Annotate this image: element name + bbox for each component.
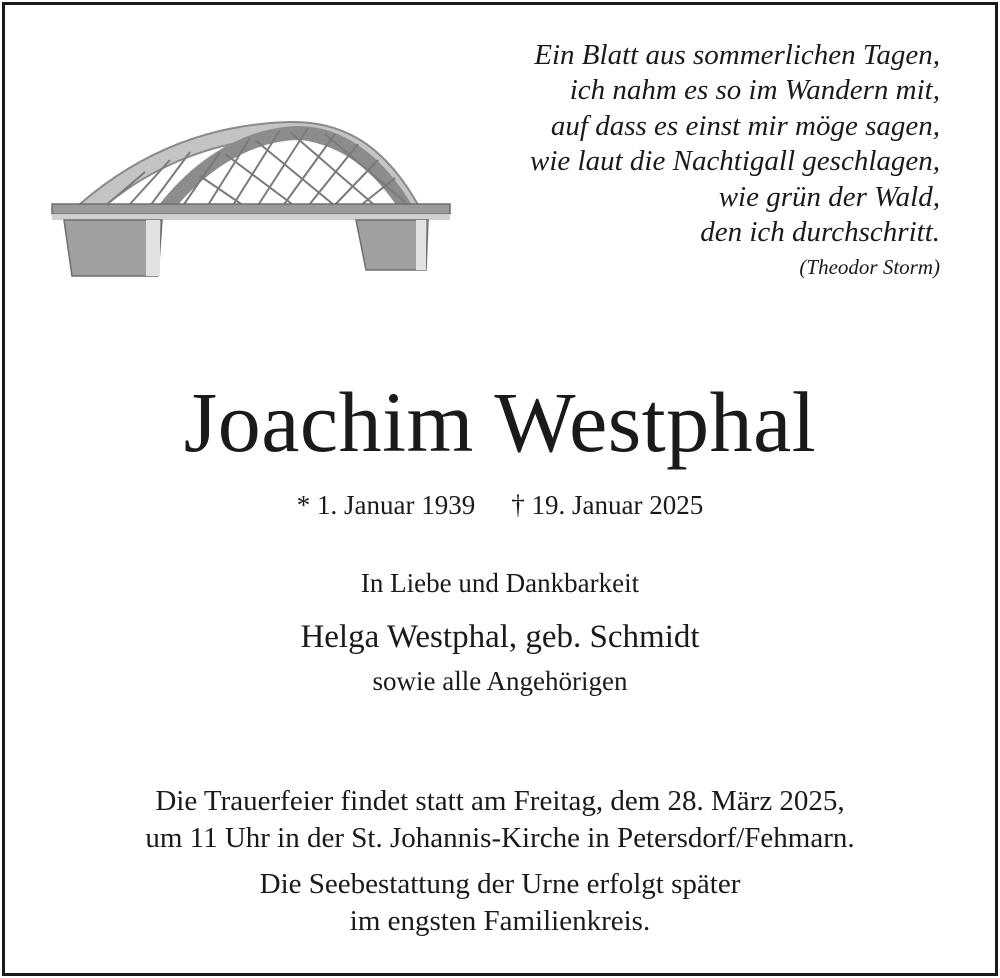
- poem-line: Ein Blatt aus sommerlichen Tagen,: [534, 39, 940, 71]
- family-line: sowie alle Angehörigen: [372, 666, 628, 696]
- burial-info: [0, 866, 1000, 939]
- death-date: † 19. Januar 2025: [511, 490, 704, 520]
- poem-line: wie laut die Nachtigall geschlagen,: [530, 145, 940, 178]
- widow-name: Helga Westphal, geb. Schmidt: [300, 619, 700, 655]
- poem-line: auf dass es einst mir möge sagen,: [550, 109, 940, 142]
- poem-author: (Theodor Storm): [799, 255, 940, 280]
- bridge-icon: [50, 112, 452, 280]
- service-line: Die Trauerfeier findet statt am Freitag, dem 28. März 2025,: [155, 785, 845, 817]
- service-line: um 11 Uhr in der St. Johannis-Kirche in Petersdorf/Fehmarn.: [145, 821, 855, 854]
- funeral-service-info: [0, 783, 1000, 856]
- poem-line: ich nahm es so im Wandern mit,: [569, 74, 940, 107]
- mourners-intro: In Liebe und Dankbarkeit: [360, 568, 640, 598]
- birth-date: * 1. Januar 1939: [296, 490, 476, 520]
- deceased-name: Joachim Westphal: [183, 374, 817, 470]
- life-dates: [0, 488, 1000, 522]
- poem-line: den ich durchschritt.: [700, 216, 940, 249]
- burial-line: Die Seebestattung der Urne erfolgt später: [259, 868, 741, 900]
- burial-line: im engsten Familienkreis.: [349, 904, 651, 937]
- poem-line: wie grün der Wald,: [718, 180, 940, 213]
- poem: [530, 38, 940, 282]
